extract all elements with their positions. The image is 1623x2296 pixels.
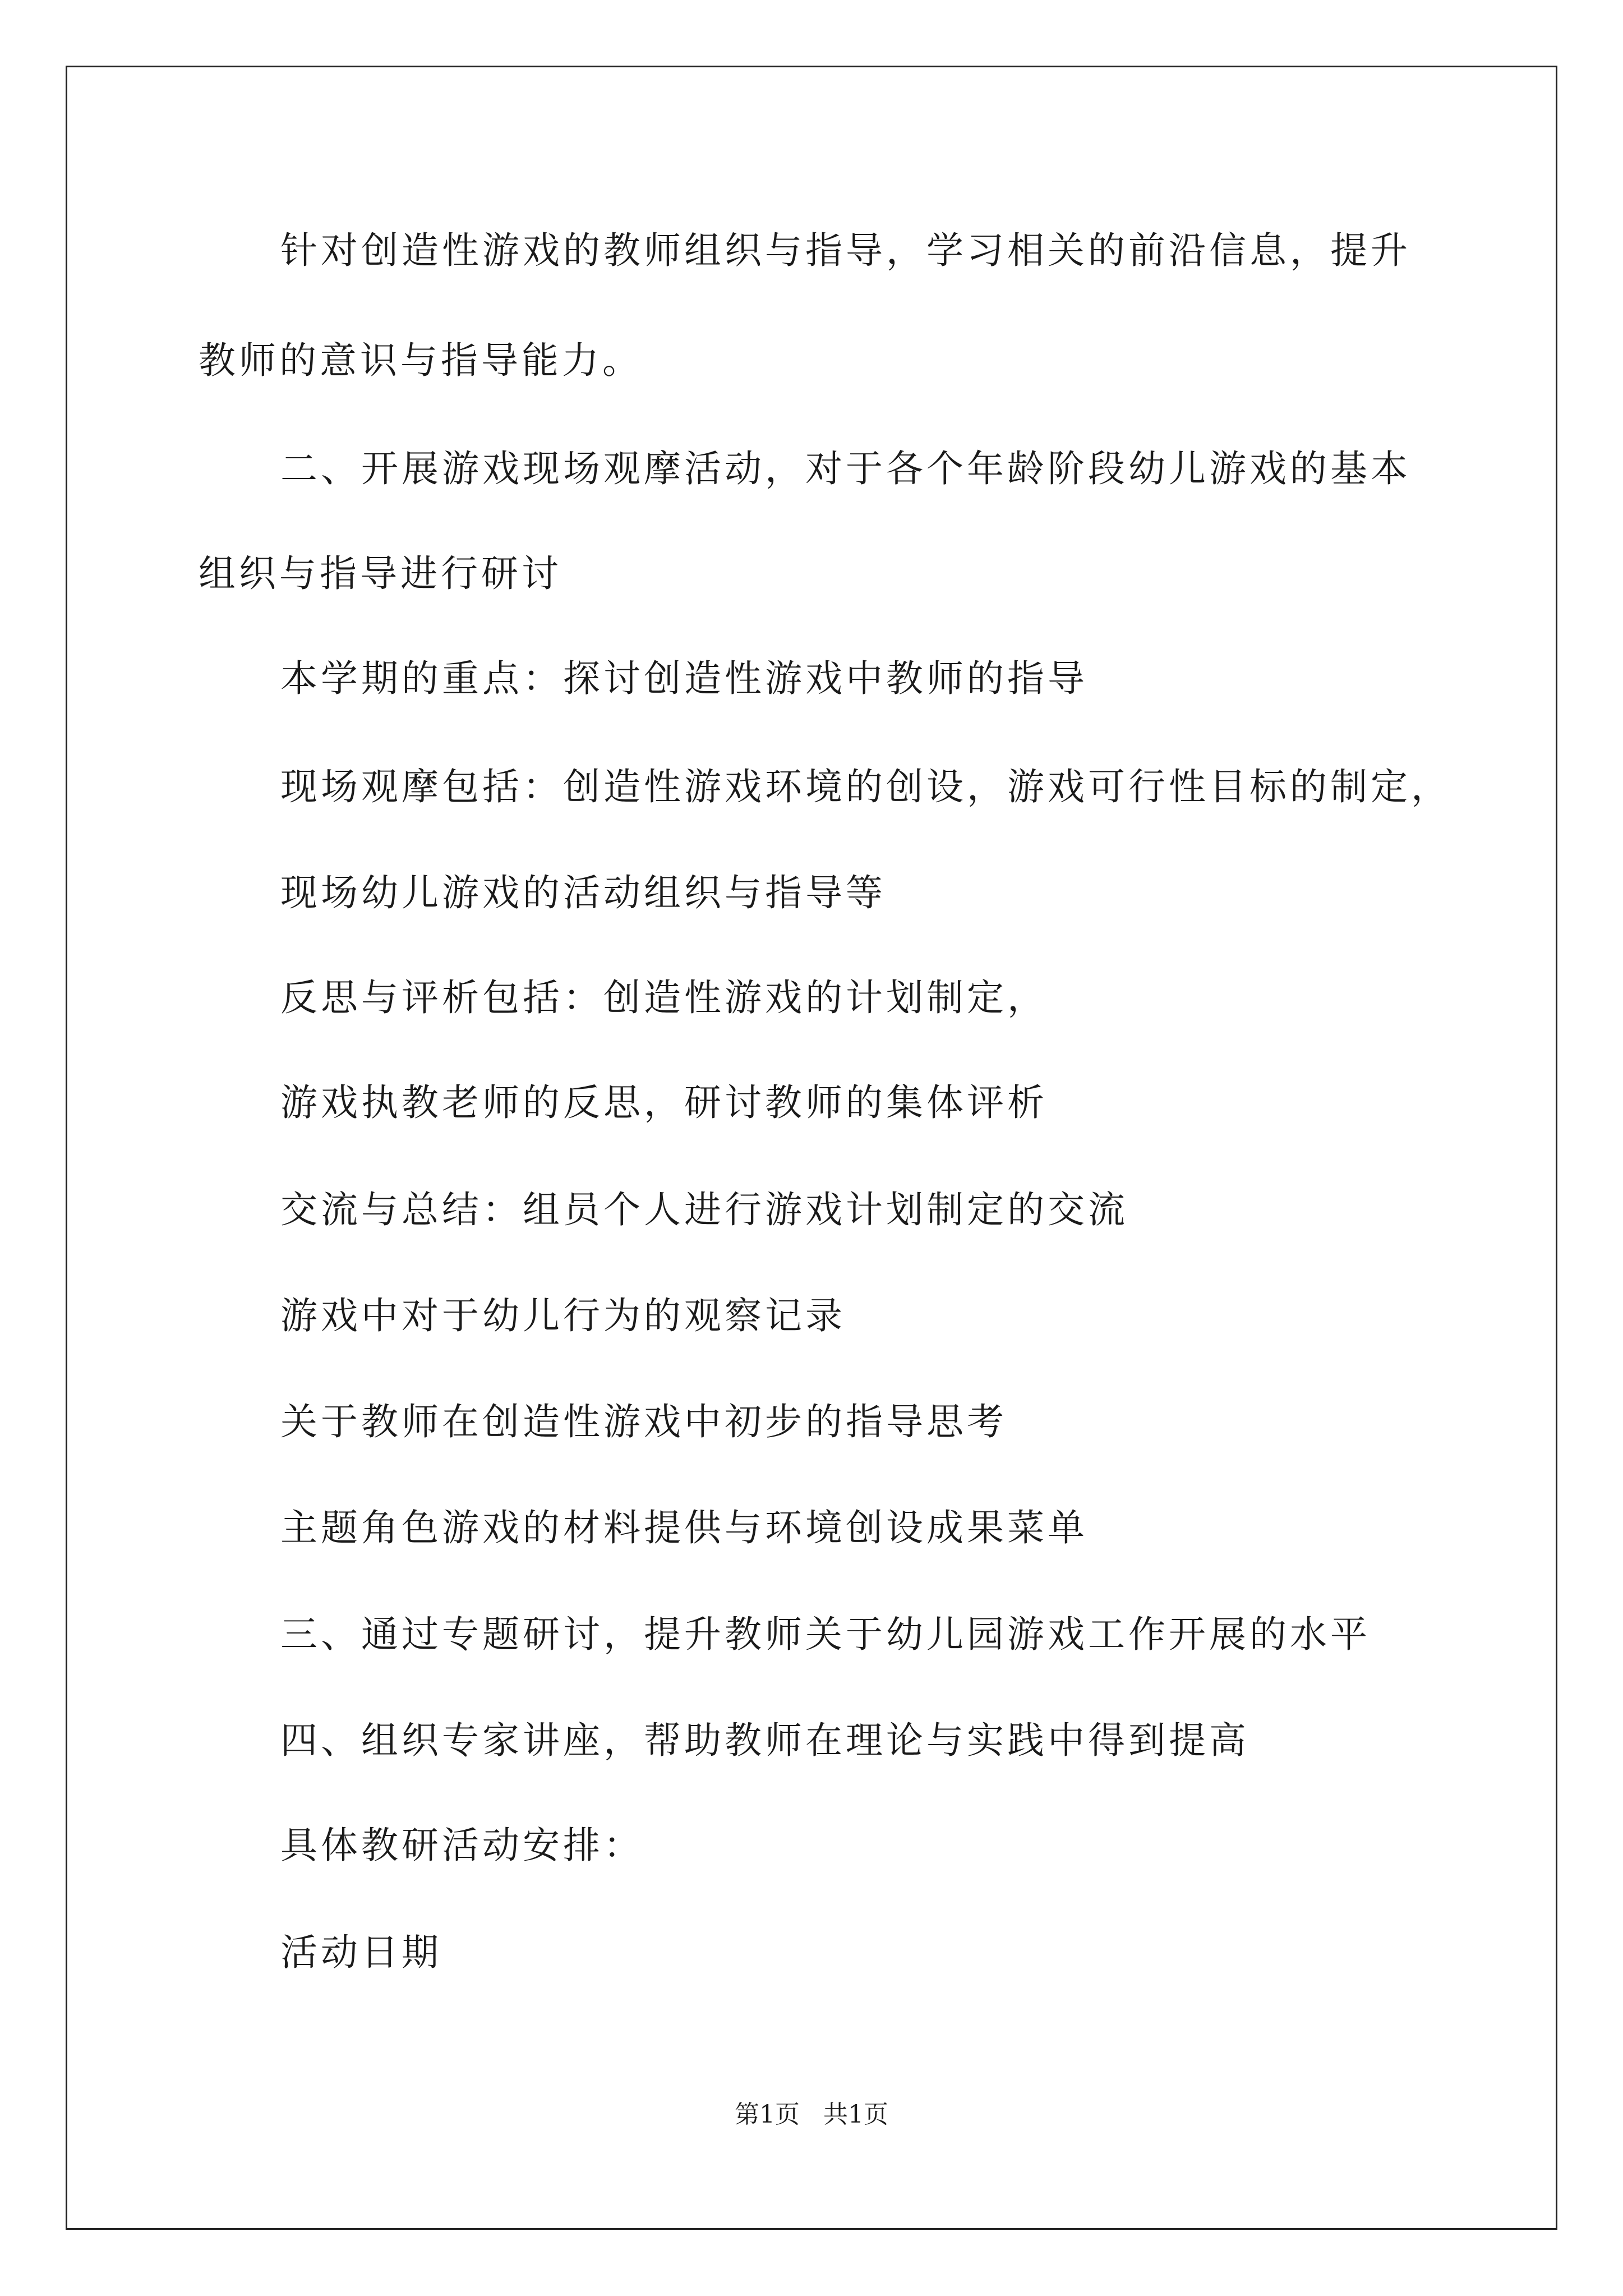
paragraph-line-10: 交流与总结：组员个人进行游戏计划制定的交流 <box>280 1188 1128 1231</box>
paragraph-line-11: 游戏中对于幼儿行为的观察记录 <box>280 1294 846 1337</box>
paragraph-line-8: 反思与评析包括：创造性游戏的计划制定， <box>280 976 1048 1019</box>
page-border <box>66 66 1557 2230</box>
paragraph-line-7: 现场幼儿游戏的活动组织与指导等 <box>280 871 886 914</box>
paragraph-line-12: 关于教师在创造性游戏中初步的指导思考 <box>280 1400 1007 1443</box>
paragraph-line-9: 游戏执教老师的反思，研讨教师的集体评析 <box>280 1081 1048 1124</box>
page-footer: 第1页 共1页 <box>735 2100 888 2129</box>
paragraph-line-1: 针对创造性游戏的教师组织与指导，学习相关的前沿信息，提升 <box>280 229 1411 272</box>
paragraph-line-4: 组织与指导进行研讨 <box>199 552 562 595</box>
paragraph-line-16: 具体教研活动安排： <box>280 1824 644 1867</box>
paragraph-line-17: 活动日期 <box>280 1931 442 1974</box>
paragraph-line-3: 二、开展游戏现场观摩活动，对于各个年龄阶段幼儿游戏的基本 <box>280 447 1411 490</box>
paragraph-line-15: 四、组织专家讲座，帮助教师在理论与实践中得到提高 <box>280 1719 1249 1762</box>
paragraph-line-14: 三、通过专题研讨，提升教师关于幼儿园游戏工作开展的水平 <box>280 1613 1371 1656</box>
paragraph-line-5: 本学期的重点：探讨创造性游戏中教师的指导 <box>280 657 1088 700</box>
paragraph-line-13: 主题角色游戏的材料提供与环境创设成果菜单 <box>280 1506 1088 1549</box>
paragraph-line-2: 教师的意识与指导能力。 <box>199 339 643 382</box>
paragraph-line-6: 现场观摩包括：创造性游戏环境的创设，游戏可行性目标的制定， <box>280 765 1451 808</box>
